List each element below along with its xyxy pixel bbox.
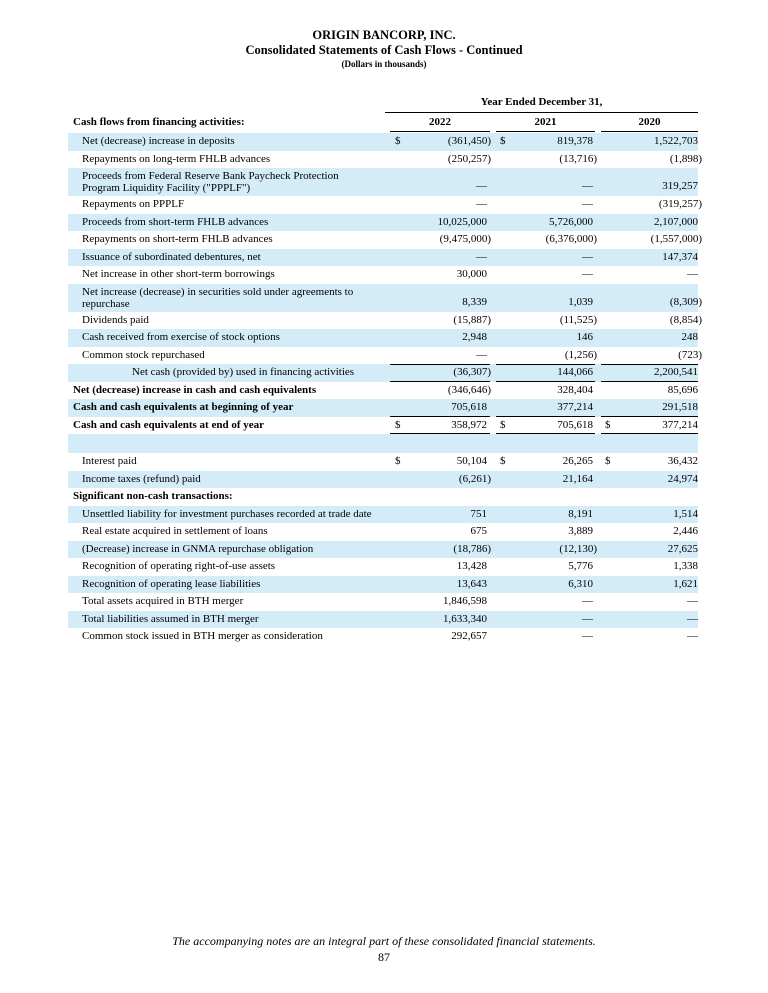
row-label: Common stock issued in BTH merger as consideration (82, 630, 323, 642)
value-2020: (8,309) (669, 295, 702, 308)
value-2021: 819,378 (557, 135, 593, 147)
value-2020: 1,522,703 (654, 135, 698, 147)
row-label: Net increase (decrease) in securities sold under agreements to repurchase (82, 285, 354, 310)
value-2020: 85,696 (667, 383, 698, 396)
section-header-non-cash (68, 488, 698, 506)
value-2020: 2,200,541 (654, 366, 698, 378)
row-label: Income taxes (refund) paid (82, 472, 201, 485)
currency-symbol: $ (500, 135, 506, 147)
currency-symbol: $ (395, 455, 401, 467)
value-2022: — (476, 180, 487, 192)
section-label-financing: Cash flows from financing activities: (73, 116, 245, 128)
column-header-2022: 2022 (390, 114, 490, 132)
row-label: Issuance of subordinated debentures, net (82, 250, 261, 263)
value-2021: (12,130) (559, 542, 597, 555)
row-label: Cash and cash equivalents at end of year (73, 418, 264, 431)
row-label: Total assets acquired in BTH merger (82, 595, 244, 607)
value-2022: 705,618 (451, 401, 487, 413)
statement-subtitle: (Dollars in thousands) (341, 59, 427, 69)
value-2022: 1,633,340 (443, 612, 487, 625)
value-2020: 1,514 (673, 507, 698, 520)
value-2020: (319,257) (658, 198, 702, 210)
currency-symbol: $ (500, 418, 506, 431)
value-2020: 1,621 (673, 577, 698, 590)
period-header: Year Ended December 31, (385, 95, 698, 113)
value-2022: (9,475,000) (439, 233, 491, 245)
table-row (68, 231, 702, 249)
table-row (68, 576, 698, 594)
row-label: Real estate acquired in settlement of loans (82, 525, 268, 537)
table-row (68, 611, 698, 629)
table-row (68, 151, 702, 169)
value-2021: 377,214 (557, 401, 593, 413)
value-2022: 13,428 (456, 560, 487, 572)
table-row (68, 382, 698, 400)
table-body (68, 133, 702, 646)
value-2022: 30,000 (456, 268, 487, 280)
value-2021: 705,618 (557, 418, 593, 431)
value-2020: 36,432 (667, 455, 698, 467)
value-2021: 5,776 (568, 560, 593, 572)
table-row (68, 133, 698, 151)
value-2021: 8,191 (568, 507, 593, 520)
row-label: Common stock repurchased (82, 348, 205, 361)
page-number: 87 (378, 950, 390, 964)
value-2020: 248 (681, 331, 698, 343)
value-2021: 26,265 (562, 455, 593, 467)
value-2021: 328,404 (557, 383, 593, 396)
value-2020: (723) (678, 348, 702, 361)
company-name: ORIGIN BANCORP, INC. (312, 28, 456, 42)
value-2021: — (582, 198, 593, 210)
table-row (68, 196, 702, 214)
value-2020: (8,854) (669, 313, 702, 326)
statement-title: Consolidated Statements of Cash Flows - Continued (245, 43, 523, 57)
row-label: Net (decrease) increase in cash and cash equivalents (73, 383, 317, 396)
value-2020: — (687, 612, 698, 625)
value-2021: (1,256) (564, 348, 597, 361)
table-row (68, 168, 698, 196)
table-row (68, 541, 698, 559)
table-row (68, 399, 698, 417)
value-2020: 24,974 (667, 472, 698, 485)
value-2020: (1,898) (669, 152, 702, 165)
table-row (68, 523, 698, 541)
value-2022: 292,657 (451, 630, 487, 642)
value-2022: 358,972 (451, 418, 487, 431)
table-row (68, 266, 698, 284)
table-row (68, 506, 698, 524)
value-2020: 1,338 (673, 560, 698, 572)
row-label: Interest paid (82, 455, 137, 467)
value-2021: (11,525) (559, 313, 597, 326)
value-2022: 8,339 (462, 295, 487, 308)
value-2021: 144,066 (557, 366, 593, 378)
value-2021: 1,039 (568, 295, 593, 308)
row-label: (Decrease) increase in GNMA repurchase obligation (82, 542, 314, 555)
row-label: Cash received from exercise of stock options (82, 331, 280, 343)
table-row-spacer (68, 434, 698, 453)
value-2022: 2,948 (462, 331, 487, 343)
value-2022: 50,104 (456, 455, 487, 467)
value-2022: (6,261) (458, 472, 491, 485)
value-2021: 146 (576, 331, 593, 343)
row-label: Recognition of operating right-of-use assets (82, 560, 276, 572)
value-2021: (6,376,000) (545, 233, 597, 245)
table-row-total (68, 417, 698, 435)
row-label: Repayments on long-term FHLB advances (82, 152, 271, 165)
table-row (68, 347, 702, 365)
value-2022: — (476, 250, 487, 263)
row-label: Dividends paid (82, 313, 149, 326)
value-2020: — (687, 595, 698, 607)
value-2020: 2,107,000 (654, 215, 698, 228)
value-2021: — (582, 612, 593, 625)
value-2022: (15,887) (453, 313, 491, 326)
row-label: Unsettled liability for investment purchases recorded at trade date (82, 507, 372, 520)
table-row (68, 249, 698, 267)
table-row (68, 593, 698, 611)
value-2021: 5,726,000 (549, 215, 593, 228)
row-label: Net increase in other short-term borrowings (82, 268, 275, 280)
table-row (68, 214, 698, 232)
currency-symbol: $ (605, 455, 611, 467)
column-header-2021: 2021 (496, 114, 595, 132)
row-label: Repayments on short-term FHLB advances (82, 233, 273, 245)
value-2020: 27,625 (667, 542, 698, 555)
table-row (68, 628, 698, 646)
table-row (68, 453, 698, 471)
value-2021: — (582, 268, 593, 280)
value-2021: — (582, 180, 593, 192)
table-row (68, 284, 702, 312)
value-2021: — (582, 630, 593, 642)
value-2020: — (687, 268, 698, 280)
value-2022: 751 (470, 507, 487, 520)
value-2022: (346,646) (447, 383, 491, 396)
row-label: Net (decrease) increase in deposits (82, 135, 235, 147)
currency-symbol: $ (395, 135, 401, 147)
row-label: Recognition of operating lease liabilities (82, 577, 261, 590)
value-2022: — (476, 198, 487, 210)
row-label: Proceeds from Federal Reserve Bank Paycheck Protection Program Liquidity Facility ("PPPLF") (82, 170, 339, 194)
footnote: The accompanying notes are an integral part of these consolidated financial statements. (172, 934, 596, 948)
currency-symbol: $ (500, 455, 506, 467)
value-2020: 291,518 (662, 401, 698, 413)
value-2022: — (476, 348, 487, 361)
value-2021: — (582, 595, 593, 607)
value-2022: (250,257) (447, 152, 491, 165)
row-label: Cash and cash equivalents at beginning of year (73, 401, 294, 413)
value-2020: — (687, 630, 698, 642)
value-2020: (1,557,000) (650, 233, 702, 245)
value-2022: 13,643 (456, 577, 487, 590)
value-2021: — (582, 250, 593, 263)
value-2020: 147,374 (662, 250, 698, 263)
row-label: Total liabilities assumed in BTH merger (82, 612, 259, 625)
table-row (68, 329, 698, 347)
value-2020: 319,257 (662, 180, 698, 192)
value-2021: (13,716) (559, 152, 597, 165)
value-2022: 675 (470, 525, 487, 537)
table-row-subtotal (68, 364, 698, 382)
row-label: Significant non-cash transactions: (73, 490, 233, 502)
value-2020: 2,446 (673, 525, 698, 537)
row-label: Repayments on PPPLF (82, 198, 185, 210)
row-label: Proceeds from short-term FHLB advances (82, 215, 269, 228)
column-header-2020: 2020 (601, 114, 698, 132)
value-2021: 3,889 (568, 525, 593, 537)
value-2021: 6,310 (568, 577, 593, 590)
table-row (68, 312, 702, 330)
table-row (68, 471, 698, 489)
row-label: Net cash (provided by) used in financing activities (132, 366, 355, 378)
value-2022: 10,025,000 (437, 215, 487, 228)
currency-symbol: $ (605, 418, 611, 431)
value-2022: (18,786) (453, 542, 491, 555)
value-2022: (361,450) (447, 135, 491, 147)
currency-symbol: $ (395, 418, 401, 431)
table-row (68, 558, 698, 576)
value-2021: 21,164 (562, 472, 593, 485)
value-2020: 377,214 (662, 418, 698, 431)
value-2022: 1,846,598 (443, 595, 487, 607)
value-2022: (36,307) (453, 366, 491, 378)
